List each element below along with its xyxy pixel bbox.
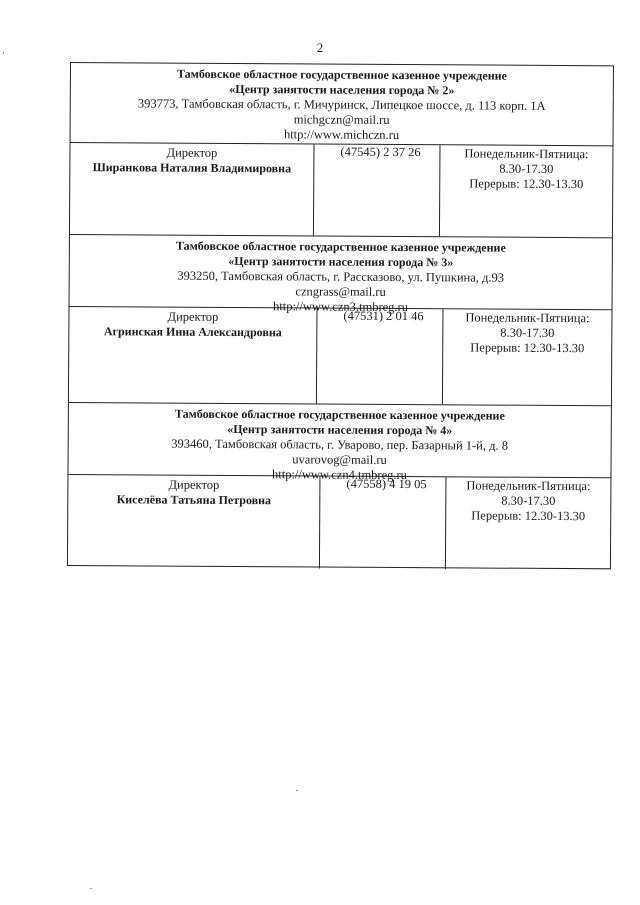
block-header xyxy=(70,235,612,315)
hours-cell xyxy=(440,145,613,237)
website: http://www.michczn.ru xyxy=(283,127,400,143)
organization-name: Тамбовское областное государственное казенное учреждение xyxy=(175,238,506,255)
director-cell xyxy=(68,475,321,569)
scan-speck xyxy=(90,888,92,889)
center-block-2 xyxy=(70,63,613,238)
center-name: «Центр занятости населения города № 4» xyxy=(227,421,453,438)
website: http://www.czn3.tmbreg.ru xyxy=(273,299,409,315)
scan-speck xyxy=(3,52,4,54)
phone-number: (47545) 2 37 26 xyxy=(340,144,421,160)
email: uvarovog@mail.ru xyxy=(292,452,387,467)
break-time: Перерыв: 12.30-13.30 xyxy=(469,176,584,192)
address: 393773, Тамбовская область, г. Мичуринск, Липецкое шоссе, д. 113 корп. 1А xyxy=(137,96,546,113)
organization-name: Тамбовское областное государственное казенное учреждение xyxy=(176,66,507,83)
phone-cell xyxy=(317,309,444,405)
address: 393460, Тамбовская область, г. Уварово, пер. Базарный 1-й, д. 8 xyxy=(171,436,509,453)
block-header xyxy=(71,63,613,146)
address: 393250, Тамбовская область, г. Рассказово, ул. Пушкина, д.93 xyxy=(177,268,505,285)
work-days: Понедельник-Пятница: xyxy=(466,478,591,494)
center-name: «Центр занятости населения города № 3» xyxy=(228,253,454,270)
work-days: Понедельник-Пятница: xyxy=(464,146,589,162)
director-name: Киселёва Татьяна Петровна xyxy=(116,492,272,508)
director-row xyxy=(69,307,612,406)
center-block-4 xyxy=(68,403,611,570)
hours-cell xyxy=(446,477,611,570)
contact-table xyxy=(67,62,614,569)
work-hours: 8.30-17.30 xyxy=(499,161,554,176)
work-days: Понедельник-Пятница: xyxy=(465,310,590,326)
director-name: Агринская Инна Александровна xyxy=(103,324,282,340)
director-position: Директор xyxy=(168,477,220,492)
director-cell xyxy=(70,143,315,235)
organization-name: Тамбовское областное государственное казенное учреждение xyxy=(174,406,505,423)
phone-number: (47558) 4 19 05 xyxy=(346,476,427,492)
director-position: Директор xyxy=(166,145,218,160)
email: michgczn@mail.ru xyxy=(293,112,390,127)
director-row xyxy=(70,143,613,238)
hours-cell xyxy=(443,309,612,405)
email: czngrass@mail.ru xyxy=(295,284,386,299)
work-hours: 8.30-17.30 xyxy=(501,493,556,508)
phone-number: (47531) 2 01 46 xyxy=(343,308,424,324)
block-header xyxy=(68,403,610,483)
phone-cell xyxy=(320,477,447,570)
break-time: Перерыв: 12.30-13.30 xyxy=(471,508,586,524)
break-time: Перерыв: 12.30-13.30 xyxy=(470,340,585,356)
website: http://www.czn4.tmbreg.ru xyxy=(271,467,407,483)
center-name: «Центр занятости населения города № 2» xyxy=(229,81,455,98)
director-position: Директор xyxy=(167,309,219,324)
director-row xyxy=(68,475,611,570)
work-hours: 8.30-17.30 xyxy=(500,325,555,340)
page-number: 2 xyxy=(316,40,324,55)
scan-speck xyxy=(296,790,298,791)
director-cell xyxy=(69,307,318,404)
director-name: Ширанкова Наталия Владимировна xyxy=(92,160,292,176)
center-block-3 xyxy=(69,235,612,406)
phone-cell xyxy=(314,144,441,236)
